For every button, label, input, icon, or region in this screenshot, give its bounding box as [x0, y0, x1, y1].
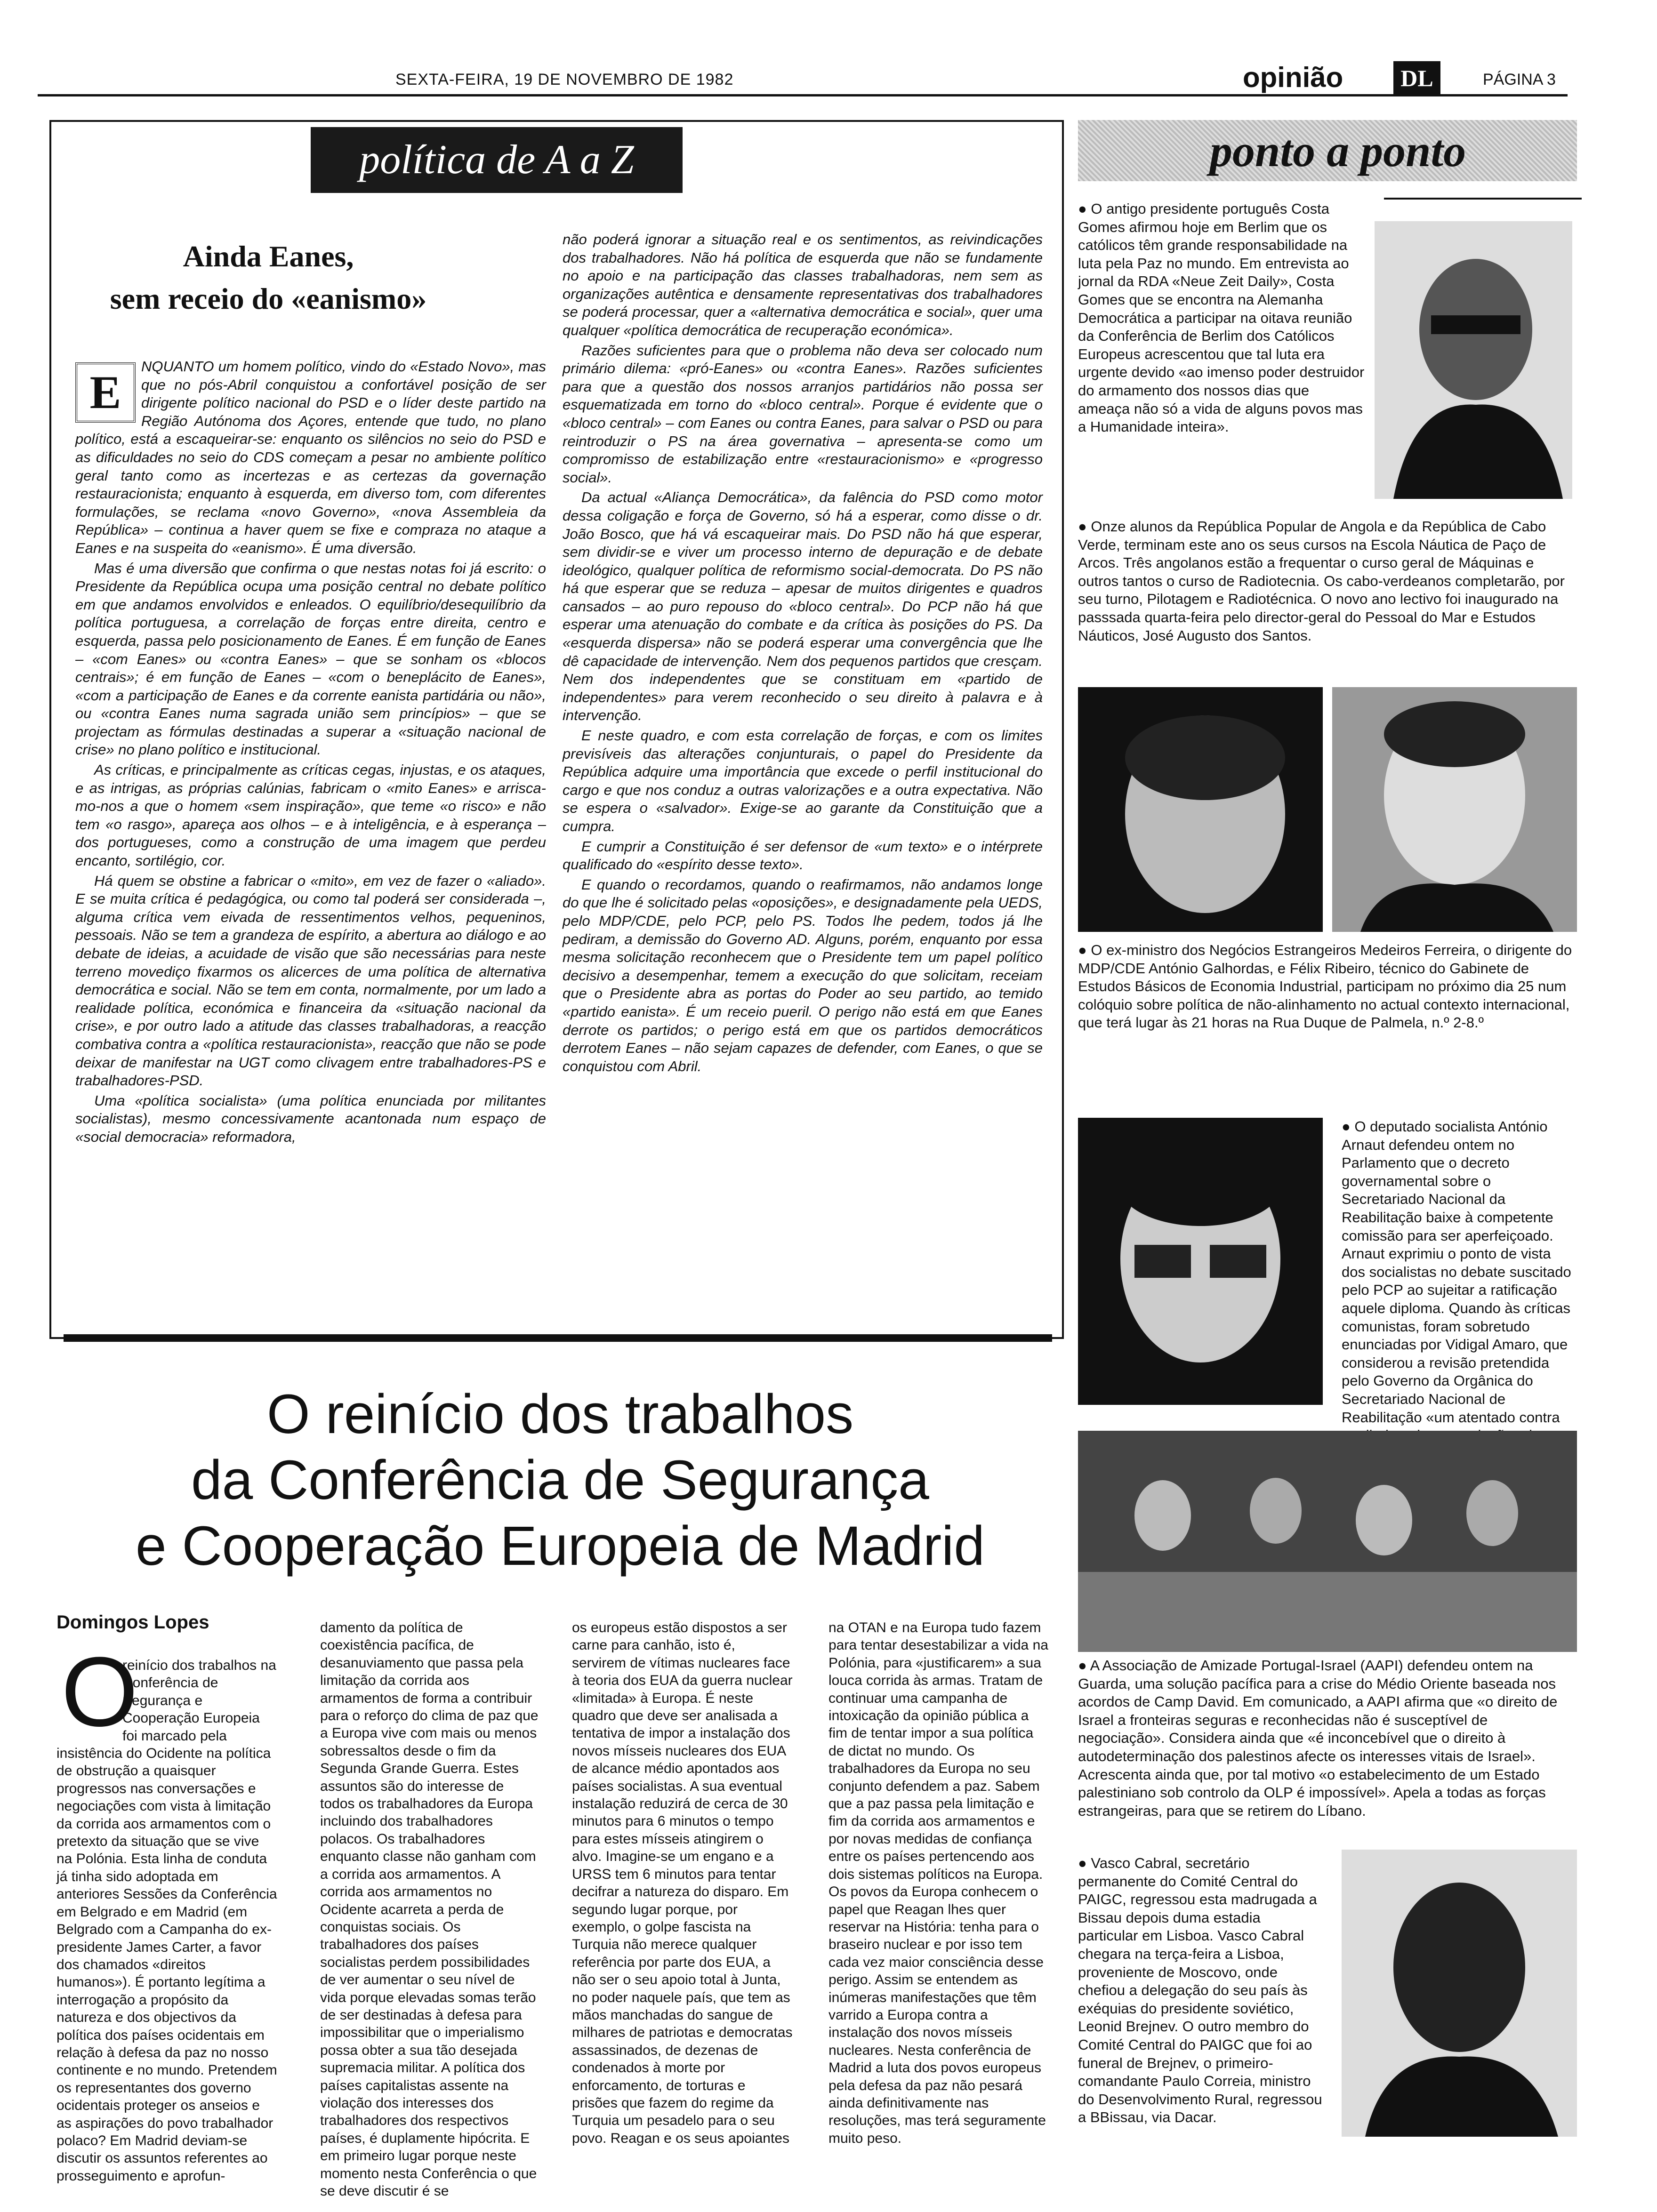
photo-antonio-arnaut — [1078, 1118, 1323, 1405]
madrid-headline — [66, 1381, 1054, 1579]
bullet-icon: ● — [1078, 1657, 1090, 1674]
madrid-col4-text: na OTAN e na Europa tudo fazem para tentar desestabilizar a vida na Polónia, para «justificarem» a sua louca corrida às armas. Tratam de continuar uma campanha de intoxicação da opinião pública a fim de tentar impor a sua política de dictat no mundo. Os trabalhadores da Europa no seu conjunto defendem a paz. Sabem que a paz passa pela limitação e fim da corrida aos armamentos e por novas medidas de confiança entre os países pertencendo aos dois sistemas políticos na Europa. Os povos da Europa conhecem o papel que Reagan lhes quer reservar na História: tenha para o braseiro nuclear e por isso tem cada vez maior consciência desse perigo. Assim se entendem as inúmeras manifestações que têm varrido a Europa contra a instalação dos novos mísseis nucleares. Nesta conferência de Madrid a luta dos povos europeus pela defesa da paz não pesará ainda definitivamente nas resoluções, mas terá seguramente muito peso. — [828, 1620, 1048, 2146]
photo-vasco-cabral — [1342, 1850, 1577, 2137]
politica-col2-para: E neste quadro, e com esta correlação de forças, e com os limites previsíveis das alterações conjunturais, o papel do Presidente da República adquire uma importância que excede o perfil institucional do cargo e que nos conduz a outras valorizações e a outra expectativa. Não se espera o «salvador». Exige-se ao garante da Constituição que a cumpra. — [563, 727, 1043, 834]
group-photo-image — [1078, 1431, 1577, 1652]
ponto-item-6 — [1078, 1854, 1323, 2203]
politica-col2-para: não poderá ignorar a situação real e os sentimentos, as reivindicações dos trabalhadores. Não há política de esquerda que não se fundamente no apoio e na participação das classes trabalhadoras, nem sem as organizações autêntica e densamente representativas dos trabalhadores se poderá processar, quer a «alternativa democrática e social», quer uma qualquer «política democrática de recuperação económica». — [563, 231, 1043, 338]
politica-col1-para: Uma «política socialista» (uma política enunciada por militantes socialistas), mesmo concessivamente acantonada num espaço de «social democracia» reformadora, — [75, 1092, 546, 1145]
madrid-column-1 — [56, 1657, 278, 2203]
politica-col2-para: Da actual «Aliança Democrática», da falência do PSD como motor dessa coligação e força de Governo, só há a esperar, como disse o dr. João Bosco, que há vá escaqueirar mais. Do PSD não há que esperar, sem dividir-se e viver um processo interno de depuração e de debate ideológico, qualquer política de reformismo social-democrata. Do PS não há que esperar que se reduza – apesar de muitos dirigentes e quadros cansados – ao puro repouso do «bloco central». Do PCP não há que esperar uma atenuação do combate e da crítica às posições do PS. Da «esquerda dispersa» não se poderá esperar uma convergência que lhe dê capacidade de intervenção. Nem dos pequenos partidos que cresçam. Nem dos independentes que se constituam em «partido de independentes» para verem reconhecido o seu direito à palavra e à intervenção. — [563, 489, 1043, 724]
ponto-item-5-text: A Associação de Amizade Portugal-Israel (AAPI) defendeu ontem na Guarda, uma solução pacífica para a crise do Médio Oriente baseada nos acordos de Camp David. Em comunicado, a AAPI afirma que «o direito de Israel a fronteiras seguras e reconhecidas não é susceptível de negociação». Considera ainda que «é inconcebível que o direito à autodeterminação dos palestinos afecte os interesses vitais de Israel». Acrescenta ainda que, por tal motivo «o estabelecimento de um Estado palestiniano sob controlo da OLP é impossível». Apela a todas as forças estrangeiras, para que se retirem do Líbano. — [1078, 1657, 1558, 1819]
ponto-item-3 — [1078, 941, 1572, 1054]
bullet-icon: ● — [1078, 518, 1091, 535]
portrait-image — [1332, 687, 1577, 932]
page-header — [0, 0, 1657, 113]
portrait-image — [1078, 1118, 1323, 1405]
bullet-icon: ● — [1078, 200, 1091, 217]
ponto-banner — [1078, 120, 1577, 181]
madrid-headline-line1: O reinício dos trabalhos — [266, 1383, 854, 1445]
madrid-column-4 — [828, 1619, 1050, 2203]
logo-text: DL — [1400, 65, 1433, 91]
madrid-column-2 — [320, 1619, 541, 2203]
politica-col1-para: As críticas, e principalmente as críticas cegas, injustas, e os ataques, e as intrigas, as próprias calúnias, fabricam o «mito Eanes» e arrisca-mo-nos a que o homem «sem inspiração», que teme «o risco» e não tem «o rasgo», apareça aos olhos – e à inteligência, e à esperança – dos portugueses, como a construção de uma imagem que perdeu encanto, sortilégio, cor. — [75, 761, 546, 869]
portrait-image — [1342, 1850, 1577, 2137]
politica-col1-para: Mas é uma diversão que confirma o que nestas notas foi já escrito: o Presidente da República ocupa uma posição central no debate político em que andamos envolvidos e enleados. O equilíbrio/desequilíbrio da política portuguesa, a correlação de forças entre direita, centro e esquerda, passa pelo posicionamento de Eanes. É em função de Eanes – «com Eanes» ou «contra Eanes» – que se sonham os «blocos centrais»; é em função de Eanes – «com o beneplácito de Eanes», «com a participação de Eanes e da corrente eanista partidária ou não», ou «contra Eanes numa sagrada união sem princípios» – que se projectam as fórmulas destinadas a superar a «situação nacional de crise» no plano político e institucional. — [75, 560, 546, 758]
ponto-item-4 — [1342, 1118, 1577, 1426]
header-rule — [38, 94, 1568, 96]
madrid-col1-text: reinício dos trabalhos na Conferência de Segurança e Cooperação Europeia foi marcado pela insistência do Ocidente na política de obstrução a quaisquer progressos nas conversações e negociações com vista à limitação da corrida aos armamentos com o pretexto da situação que se vive na Polónia. Esta linha de conduta já tinha sido adoptada em anteriores Sessões da Conferência em Belgrado e em Madrid (em Belgrado com a Campanha do ex-presidente James Carter, a favor dos chamados «direitos humanos»). É portanto legítima a interrogação a propósito da natureza e dos objectivos da política dos países ocidentais em relação à defesa da paz no nosso continente e no mundo. Pretendem os representantes dos governo ocidentais proteger os anseios e as aspirações do povo trabalhador polaco? Em Madrid deviam-se discutir os assuntos referentes ao prosseguimento e aprofun- — [56, 1658, 277, 2184]
madrid-byline: Domingos Lopes — [56, 1612, 209, 1633]
article-title-line2: sem receio do «eanismo» — [110, 282, 427, 315]
politica-bottom-rule — [64, 1334, 1052, 1342]
madrid-col2-text: damento da política de coexistência pacífica, de desanuviamento que passa pela limitação da corrida aos armamentos de forma a contribuir para o reforço do clima de paz que a Europa vive com mais ou menos sobressaltos desde o fim da Segunda Grande Guerra. Estes assuntos são do interesse de todos os trabalhadores da Europa incluindo dos trabalhadores polacos. Os trabalhadores enquanto classe não ganham com a corrida aos armamentos. A corrida aos armamentos no Ocidente acarreta a perda de conquistas sociais. Os trabalhadores dos países socialistas perdem possibilidades de ver aumentar o seu nível de vida porque elevadas somas terão de ser destinadas à defesa para impossibilitar que o imperialismo possa obter a sua tão desejada supremacia militar. A política dos países capitalistas assente na violação dos interesses dos trabalhadores dos respectivos países, é duplamente hipócrita. E em primeiro lugar porque neste momento nesta Conferência o que se deve discutir é se — [320, 1620, 539, 2199]
bullet-icon: ● — [1342, 1118, 1355, 1135]
newspaper-logo — [1393, 61, 1440, 95]
ponto-item-2-text: Onze alunos da República Popular de Angola e da República de Cabo Verde, terminam este ano os seus cursos na Escola Náutica de Paço de Arcos. Três angolanos estão a frequentar o curso geral de Máquinas e outros tantos o curso de Radiotecnia. Os cabo-verdeanos completarão, por seu turno, Pilotagem e Radiotécnica. O novo ano lectivo foi inaugurado na passsada quarta-feira pelo director-geral do Pessoal do Mar e Estudos Náuticos, José Augusto dos Santos. — [1078, 518, 1565, 644]
madrid-col3-text: os europeus estão dispostos a ser carne para canhão, isto é, servirem de vítimas nucleares face à teoria dos EUA da guerra nuclear «limitada» à Europa. É neste quadro que deve ser analisada a tentativa de impor a instalação dos novos mísseis nucleares dos EUA de alcance médio apontados aos países socialistas. A sua eventual instalação reduzirá de cerca de 30 minutos para 6 minutos o tempo para estes mísseis atingirem o alvo. Imagine-se um engano e a URSS tem 6 minutos para tentar decifrar a natureza do disparo. Em segundo lugar porque, por exemplo, o golpe fascista na Turquia não merece qualquer referência por parte dos EUA, a não ser o seu apoio total à Junta, no poder naquele país, que tem as mãos manchadas do sangue de milhares de patriotas e democratas assassinados, de dezenas de condenados à morte por enforcamento, de torturas e prisões que fazem do regime da Turquia um pesadelo para o seu povo. Reagan e os seus apoiantes — [572, 1620, 793, 2146]
politica-col2-para: E quando o recordamos, quando o reafirmamos, não andamos longe do que lhe é solicitado pelas «oposições», e designadamente pela UEDS, pelo MDP/CDE, pelo PCP, pelo PS. Todos lhe pedem, todos já lhe pediram, a demissão do Governo AD. Alguns, porém, enquanto por essa mesma solicitação reconhecem que o Presidente tem um papel político decisivo a desempenhar, temem a execução do que solicitam, receiam que o Presidente abra as portas do Poder ao seu partido, ao temido «partido eanista». É um receio pueril. O perigo não está em que Eanes derrote os partidos; o perigo está em que os partidos democráticos derrotem Eanes – não sejam capazes de defender, com Eanes, o que se conquistou com Abril. — [563, 876, 1043, 1074]
ponto-item-6-text: Vasco Cabral, secretário permanente do Comité Central do PAIGC, regressou esta madrugada a Bissau depois duma estadia particular em Lisboa. Vasco Cabral chegara na terça-feira a Lisboa, proveniente de Moscovo, onde chefiou a delegação do seu país às exéquias do presidente soviético, Leonid Brejnev. O outro membro do Comité Central do PAIGC que foi ao funeral de Brejnev, o primeiro-comandante Paulo Correia, ministro do Desenvolvimento Rural, regressou a BBissau, via Dacar. — [1078, 1855, 1322, 2126]
bullet-icon: ● — [1078, 1855, 1091, 1871]
politica-banner-text: política de A a Z — [359, 137, 634, 183]
politica-banner — [311, 127, 683, 193]
madrid-dropcap: O — [61, 1636, 138, 1747]
ponto-item-1 — [1078, 200, 1365, 511]
politica-col2-para: Razões suficientes para que o problema não deva ser colocado num primário dilema: «pró-Eanes» ou «contra Eanes». Razões suficientes para que a questão dos nossos arranjos partidários não possa ser esquematizada em torno do «bloco central». Porque é evidente que o «bloco central» – com Eanes ou contra Eanes, para salvar o PSD ou para reintroduzir o PS na área governativa – apresenta-se como um compromisso de estabilização entre «restauracionismo» e «progresso social». — [563, 342, 1043, 486]
politica-dropcap-letter: E — [89, 366, 121, 418]
ponto-rule — [1384, 198, 1582, 200]
ponto-item-5 — [1078, 1657, 1577, 1845]
section-title: opinião — [1243, 62, 1343, 93]
page-number: PÁGINA 3 — [1483, 71, 1556, 88]
photo-antonio-galhordas — [1332, 687, 1577, 932]
madrid-headline-line2: da Conferência de Segurança — [191, 1449, 929, 1511]
header-date: SEXTA-FEIRA, 19 DE NOVEMBRO DE 1982 — [395, 71, 734, 88]
politica-col2-para: E cumprir a Constituição é ser defensor de «um texto» e o intérprete qualificado do «espírito desse texto». — [563, 838, 1043, 873]
article-title-line1: Ainda Eanes, — [183, 240, 354, 273]
photo-medeiros-ferreira — [1078, 687, 1323, 932]
ponto-banner-text: ponto a ponto — [1210, 126, 1466, 176]
politica-col1-first: NQUANTO um homem político, vindo do «Estado Novo», mas que no pós-Abril conquistou a confortável posição de ser dirigente político nacional do PSD e o líder deste partido na Região Autónoma dos Açores, entende que tudo, no plano político, está a escaqueirar-se: enquanto os silêncios no seio do PSD e as dificuldades no seio do CDS começam a pesar no ambiente político geral tanto como as incertezas e as certezas da governação restauracionista; enquanto à esquerda, em diverso tom, com diferentes formulações, se reclama «novo Governo», «nova Assembleia da República» – continua a haver quem se fixe e compraza no ataque a Eanes e na suspeita do «eanismo». É uma diversão. — [75, 358, 546, 556]
portrait-image — [1078, 687, 1323, 932]
ponto-item-1-text: O antigo presidente português Costa Gomes afirmou hoje em Berlim que os católicos têm grande responsabilidade na luta pela Paz no mundo. Em entrevista ao jornal da RDA «Neue Zeit Daily», Costa Gomes que se encontra na Alemanha Democrática a participar na oitava reunião da Conferência de Berlim dos Católicos Europeus acrescentou que tal luta era urgente devido «ao imenso poder destruidor do armamento dos nossos dias que ameaça não só a vida de alguns povos mas a Humanidade inteira». — [1078, 200, 1365, 435]
ponto-item-3-text: O ex-ministro dos Negócios Estrangeiros Medeiros Ferreira, o dirigente do MDP/CDE António Galhordas, e Félix Ribeiro, técnico do Gabinete de Estudos Básicos de Economia Industrial, participam no próximo dia 25 num colóquio sobre política de não-alinhamento no actual contexto internacional, que terá lugar às 21 horas na Rua Duque de Palmela, n.º 2-8.º — [1078, 942, 1572, 1031]
madrid-column-3 — [572, 1619, 793, 2203]
politica-column-2 — [563, 231, 1043, 1308]
portrait-image — [1375, 221, 1572, 499]
ponto-item-2 — [1078, 518, 1572, 668]
politica-column-1 — [75, 358, 546, 1308]
photo-aapi-meeting — [1078, 1431, 1577, 1652]
bullet-icon: ● — [1078, 942, 1091, 958]
photo-costa-gomes — [1375, 221, 1572, 499]
article-title — [71, 235, 466, 320]
madrid-headline-line3: e Cooperação Europeia de Madrid — [136, 1515, 985, 1577]
politica-col1-para: Há quem se obstine a fabricar o «mito», em vez de fazer o «aliado». E se muita crítica é pedagógica, ou como tal poderá ser considerada –, alguma crítica vem eivada de ressentimentos velhos, pequeninos, pessoais. Não se tem a grandeza de espírito, a abertura ao diálogo e ao debate de ideias, a acuidade de visão que são necessárias para neste terreno movediço fixarmos os alicerces de uma política de alternativa democrática e social. Não se tem em conta, normalmente, por um lado a realidade política, económica e financeira da «situação nacional da crise», e por outro lado a atitude das classes trabalhadoras, a reacção combativa contra a «política restauracionista», reacção que não se pode deixar de manifestar na UGT como clivagem entre trabalhadores-PS e trabalhadores-PSD. — [75, 872, 546, 1089]
ponto-item-4-text: O deputado socialista António Arnaut defendeu ontem no Parlamento que o decreto governamental sobre o Secretariado Nacional da Reabilitação baixe à competente comissão para ser aperfeiçoado. Arnaut exprimiu o ponto de vista dos socialistas no debate suscitado pelo PCP ao sujeitar a ratificação aquele diploma. Quando às críticas comunistas, foram sobretudo enunciadas por Vidigal Amaro, que considerou a revisão pretendida pelo Governo da Orgânica do Secretariado Nacional de Reabilitação «um atentado contra — [1342, 1118, 1571, 1426]
